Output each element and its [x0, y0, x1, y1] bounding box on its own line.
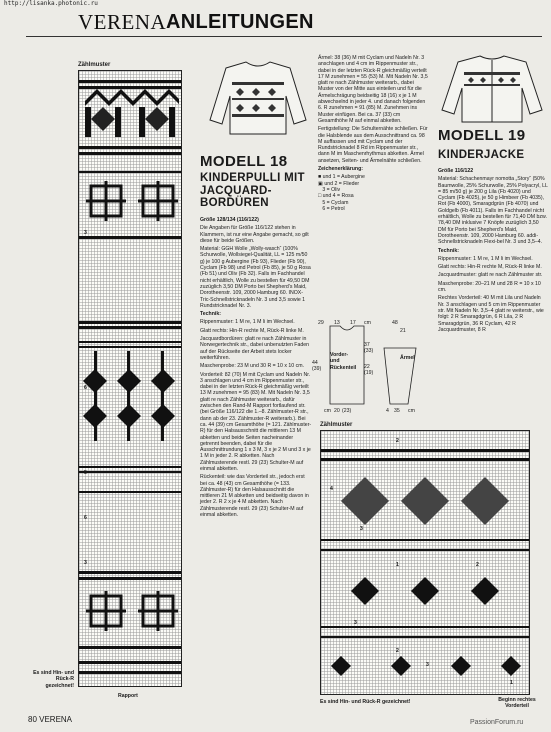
chart-number: 6 [84, 515, 87, 521]
chart-number: 2 [396, 648, 399, 654]
chart-number: 2 [476, 562, 479, 568]
schematic-num: 17 [350, 320, 356, 326]
schematic-num: 22 [364, 364, 370, 370]
chart-number: 6 [84, 385, 87, 391]
left-knitting-chart [78, 70, 182, 687]
schematic-num: (19) [364, 370, 374, 376]
schematic-num: 44 [312, 360, 318, 366]
legend-item: 3 = Oliv [322, 186, 341, 193]
schematic-sleeve-label: Ärmel [400, 355, 415, 361]
page-number: 80 VERENA [28, 715, 73, 724]
rippen-text: Rippenmuster: 1 M re, 1 M li im Wechsel. [200, 319, 295, 326]
model-18-subtitle: KINDERPULLI MIT JACQUARD-BORDÜREN [200, 172, 305, 209]
model-18-text [200, 217, 312, 520]
chart-note: Es sind Hin- und Rück-R gezeichnet! [33, 670, 74, 689]
schematic-num: 29 [318, 320, 324, 326]
chart-number: 3 [84, 560, 87, 566]
schematic-num: 35 [394, 408, 400, 414]
rapport-label: Rapport [118, 693, 138, 699]
glatt-text: Glatt rechts: Hin-R rechte M, Rück-R linke M. [438, 264, 542, 271]
chart-motif-art [321, 431, 529, 694]
technik-heading: Technik: [200, 311, 221, 318]
schematic-num: 13 [334, 320, 340, 326]
legend-item: ▣ und 2 = Flieder [318, 180, 360, 187]
glatt-text: Glatt rechts: Hin-R rechte M, Rück-R linke M. [200, 327, 304, 334]
schematic-num: (23) [342, 408, 352, 414]
model-18-title: MODELL 18 [200, 153, 288, 170]
chart-number: 3 [360, 526, 363, 532]
aermel-text: Ärmel: 38 (36) M mit Cyclam und Nadeln Nr. 3 anschlagen und 4 cm im Rippenmuster str., dabei in der letzten Rück-R gleichmäßig verteilt 17 M zunehmen = 55 (53) M. Mit Nadeln Nr. 3,5 glatt re nach Zählmuster weiterarb., dabei Muster von der Mitte aus einteilen und für die Ärmelschrägung beidseitig 18 (16) x je 1 M abwechselnd in jeder 4. und danach folgenden 6. R zunehmen = 91 (85) M. Zunehmen ins Muster einfügen. Bei ca. 37 (33) cm Gesamthöhe M auf einmal abketten. [318, 55, 428, 124]
technik-heading: Technik: [438, 247, 459, 254]
source-watermark: http://lisanka.photonic.ru [4, 0, 98, 7]
model-19-title: MODELL 19 [438, 127, 526, 144]
legend-item: ■ und 1 = Aubergine [318, 174, 365, 181]
chart-number: 4 [330, 486, 333, 492]
schematic-cm: cm [408, 408, 415, 414]
chart-note: Es sind Hin- und Rück-R gezeichnet! [320, 699, 411, 705]
legend-item: □ und 4 = Rosa [318, 193, 354, 200]
footer-watermark: PassionForum.ru [470, 719, 524, 726]
chart-number: 3 [426, 662, 429, 668]
intro-text: Die Angaben für Größe 116/122 stehen in Klammern, ist nur eine Angabe gemacht, so gilt diese für beide Größen. [200, 225, 309, 244]
schematic-num: 37 [364, 342, 370, 348]
schematic-cm: cm [324, 408, 331, 414]
schematic-num: 21 [400, 328, 406, 334]
chart-motif-art [79, 71, 181, 686]
model-19-text [438, 168, 548, 335]
size-label: Größe 128/134 (116/122) [200, 217, 259, 223]
begin-label: Beginn rechtes Vorderteil [498, 697, 536, 710]
schematic-num: (33) [364, 348, 374, 354]
legend-title: Zeichenerklärung: [318, 166, 363, 173]
jacquard-text: Jacquardbordüren: glatt re nach Zählmuster in Norwegertechnik str., dabei unbenutzten Faden auf der Rückseite der Arbeit stets locker weiterführen. [200, 336, 310, 361]
schematic-num: (39) [312, 366, 322, 372]
material-text: Material: Schachenmayr nomotta „Story“ (50% Baumwolle, 25% Schurwolle, 25% Polyacryl, LL = 85 m/50 g) je 200 g Lila (Fb 4020) und Cyclam (Fb 4025), je 50 g Himbeer (Fb 4035), Rot (Fb 4000), Smaragdgrün (Fb 4070) und Goldgelb (Fb 4011). Falls im Fachhandel nicht erhältlich, Wolle zu bestellen für 71,40 DM bzw. 78,40 DM inklusive 7 Knöpfe zuzüglich 3,50 DM für Porto bei Shepherd’s Maid, Dorotheenstr. 109, 2000 Hamburg 60. addi-Schnellstricknadeln Flexi-bel Nr. 3 und 3,5–4. [438, 176, 548, 246]
maschenprobe-text: Maschenprobe: 20–21 M und 28 R = 10 x 10 cm. [438, 280, 541, 294]
schematic-num: 20 [334, 408, 340, 414]
vorderteil-text: Vorderteil: 82 (70) M mit Cyclam und Nadeln Nr. 3 anschlagen und 4 cm im Rippenmuster str., dabei in der letzten Rück-R gleichmäßig verteilt 13 M zunehmen = 95 (83) M. Mit Nadeln Nr. 3,5 glatt re nach Zählmuster weiterarb., dafür zwischen den Rand-M Rapport fortlaufend str. (bei Größe 116/122 die 1.–8. Zählmuster-R str., dann ab der 23. Zählmuster-R weiterarb.). Bei ca. 44 (39) cm Gesamthöhe (= 121. Zählmuster-R) für den Halsausschnitt die mittleren 13 M abketten und beide Seiten nacheinander getrennt beenden, dabei für die Ausschnittrundung 1 x 3 M, 3 x je 2 M und 3 x je 1 M in jeder 2. R abketten. Nach Zählmusterende restl. 29 (23) Schulter-M auf einmal abketten. [200, 371, 312, 472]
rechtes-vorderteil-text: Rechtes Vorderteil: 40 M mit Lila und Nadeln Nr. 3 anschlagen und 5 cm im Rippenmuster str. Mit Nadeln Nr. 3,5–4 glatt re weiterstr., wie folgt: 2 R Smaragdgrün, 6 R Lila, 2 R Smaragdgrün, 36 R Cyclam, 42 R Jacquardmuster, 8 R [438, 295, 544, 333]
legend-item: 5 = Cyclam [322, 199, 349, 206]
legend-list [318, 174, 428, 212]
rueckenteil-text: Rückenteil: wie das Vorderteil str., jedoch erst bei ca. 48 (43) cm Gesamthöhe (= 133. Zählmuster-R) für den Halsausschnitt die mittleren 21 M abketten und beidseitig davon in jeder 2. R 2 x je 4 M abketten. Nach Zählmusterende restl. 29 (23) Schulter-M auf einmal abketten. [200, 474, 309, 519]
magazine-brand: VERENA [78, 10, 167, 34]
pullover-illustration [206, 58, 310, 136]
fertigstellung-text: Fertigstellung: Die Schulternähte schließen. Für die Halsblende aus dem Ausschnittrand ca. 98 M auffassen und mit Cyclam und der Rundstricknadel 8 Rd im Rippenmuster str., dann M im Maschenrhythmus abketten. Ärmel ansetzen, Seiten- und Ärmelnähte schließen. [318, 126, 428, 164]
chart-number: 5 [84, 470, 87, 476]
schematic-num: 4 [386, 408, 389, 414]
chart-number: 1 [396, 562, 399, 568]
right-knitting-chart [320, 430, 530, 695]
section-title: ANLEITUNGEN [166, 11, 314, 33]
rippen-text: Rippenmuster: 1 M re, 1 M li im Wechsel. [438, 255, 533, 262]
chart-label: Zählmuster [78, 62, 111, 68]
chart-number: 3 [84, 230, 87, 236]
chart-number: 2 [396, 438, 399, 444]
chart-number: 1 [510, 680, 513, 686]
schematic-front-label: Vorder- und Rückenteil [330, 352, 357, 371]
size-label: Größe 116/122 [438, 168, 474, 174]
chart-label: Zählmuster [320, 422, 353, 428]
legend-item: 6 = Petrol [322, 205, 345, 212]
chart-number: 3 [354, 620, 357, 626]
material-text: Material: GGH Wolle „Wolly-wasch“ (100% Schurwolle, Wollsiegel-Qualität, LL = 125 m/50 g) je 100 g Aubergine (Fb 93), Flieder (Fb 90), Cyclam (Fb 98) und Petrol (Fb 85), je 50 g Rosa (Fb 51) und Oliv (Fb 32). Falls im Fachhandel nicht erhältlich, Wolle zu bestellen für 49,50 DM zuzüglich 3,50 DM Porto bei Shepherd’s Maid, Dorotheenstr. 109, 2000 Hamburg 60. INOX-Tric-Schnellstricknadeln Nr. 3 und 3,5 sowie 1 Rundstricknadel Nr. 3. [200, 246, 311, 309]
schematic-cm: cm [364, 320, 371, 326]
jacket-illustration [440, 52, 544, 124]
model-18-continued [318, 55, 428, 212]
header-rule [26, 36, 542, 37]
schematic-num: 48 [392, 320, 398, 326]
jacquard-text: Jacquardmuster: glatt re nach Zählmuster str. [438, 272, 543, 279]
maschenprobe-text: Maschenprobe: 23 M und 30 R = 10 x 10 cm. [200, 363, 304, 370]
model-19-subtitle: KINDERJACKE [438, 149, 525, 161]
